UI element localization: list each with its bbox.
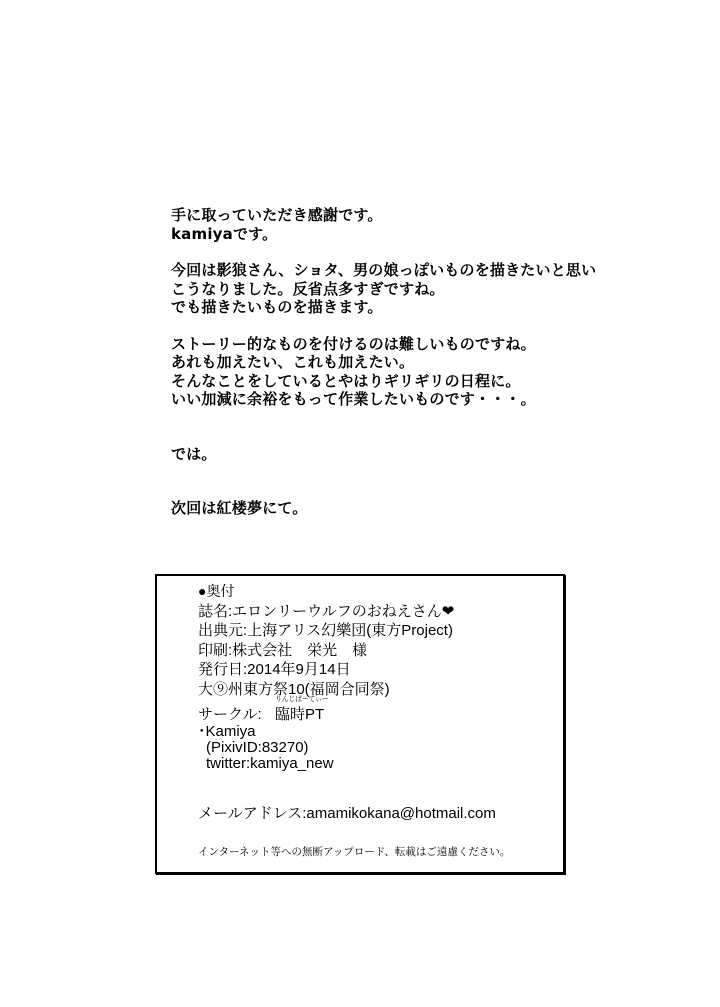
afterword-paragraph-theme — [171, 261, 641, 317]
circle-row — [198, 696, 334, 724]
afterword-line: 次回は紅楼夢にて。 — [171, 499, 308, 517]
afterword-text — [171, 206, 641, 536]
copyright-notice: インターネット等への無断アップロード、転載はご遠慮ください。 — [198, 846, 511, 858]
circle-info — [198, 696, 334, 772]
afterword-line: 手に取っていただき感謝です。 — [171, 206, 383, 224]
colophon-event: 大⑨州東方祭10(福岡合同祭) — [198, 680, 390, 698]
author-name: ･Kamiya — [198, 723, 256, 740]
afterword-paragraph-story — [171, 335, 641, 409]
afterword-paragraph-farewell — [171, 445, 641, 464]
colophon-printer: 印刷:株式会社 栄光 様 — [198, 641, 368, 659]
circle-name-ruby: りんじぱーてぃー — [275, 696, 329, 703]
spacer — [171, 427, 641, 445]
contact-email: メールアドレス:amamikokana@hotmail.com — [198, 805, 496, 822]
afterword-line: あれも加えたい、これも加えたい。 — [171, 353, 415, 371]
afterword-line: でも描きたいものを描きます。 — [171, 298, 383, 316]
afterword-line: 今回は影狼さん、ショタ、男の娘っぽいものを描きたいと思い — [171, 261, 597, 279]
colophon-date: 発行日:2014年9月14日 — [198, 661, 351, 678]
circle-label: サークル: — [198, 706, 262, 723]
afterword-line: いい加減に余裕をもって作業したいものです・・・。 — [171, 390, 536, 408]
colophon-box — [155, 574, 565, 874]
circle-name-text: 臨時PT — [275, 706, 325, 723]
afterword-line: ストーリー的なものを付けるのは難しいものですね。 — [171, 334, 536, 353]
author-twitter: twitter:kamiya_new — [206, 755, 334, 772]
circle-name — [275, 696, 329, 723]
afterword-paragraph-next — [171, 499, 641, 518]
author-pixiv: (PixivID:83270) — [206, 739, 309, 756]
colophon-details — [198, 582, 454, 699]
afterword-line: こうなりました。反省点多すぎですね。 — [171, 279, 445, 298]
colophon-title: 誌名:エロンリーウルフのおねえさん❤ — [198, 602, 455, 620]
afterword-line: そんなことをしているとやはりギリギリの日程に。 — [171, 371, 521, 390]
afterword-paragraph-thanks — [171, 206, 641, 243]
afterword-line: kamiyaです。 — [171, 224, 278, 243]
colophon-heading: ●奥付 — [198, 583, 235, 599]
afterword-line: では。 — [171, 444, 217, 463]
colophon-source: 出典元:上海アリス幻樂団(東方Project) — [198, 622, 453, 639]
spacer — [171, 481, 641, 499]
